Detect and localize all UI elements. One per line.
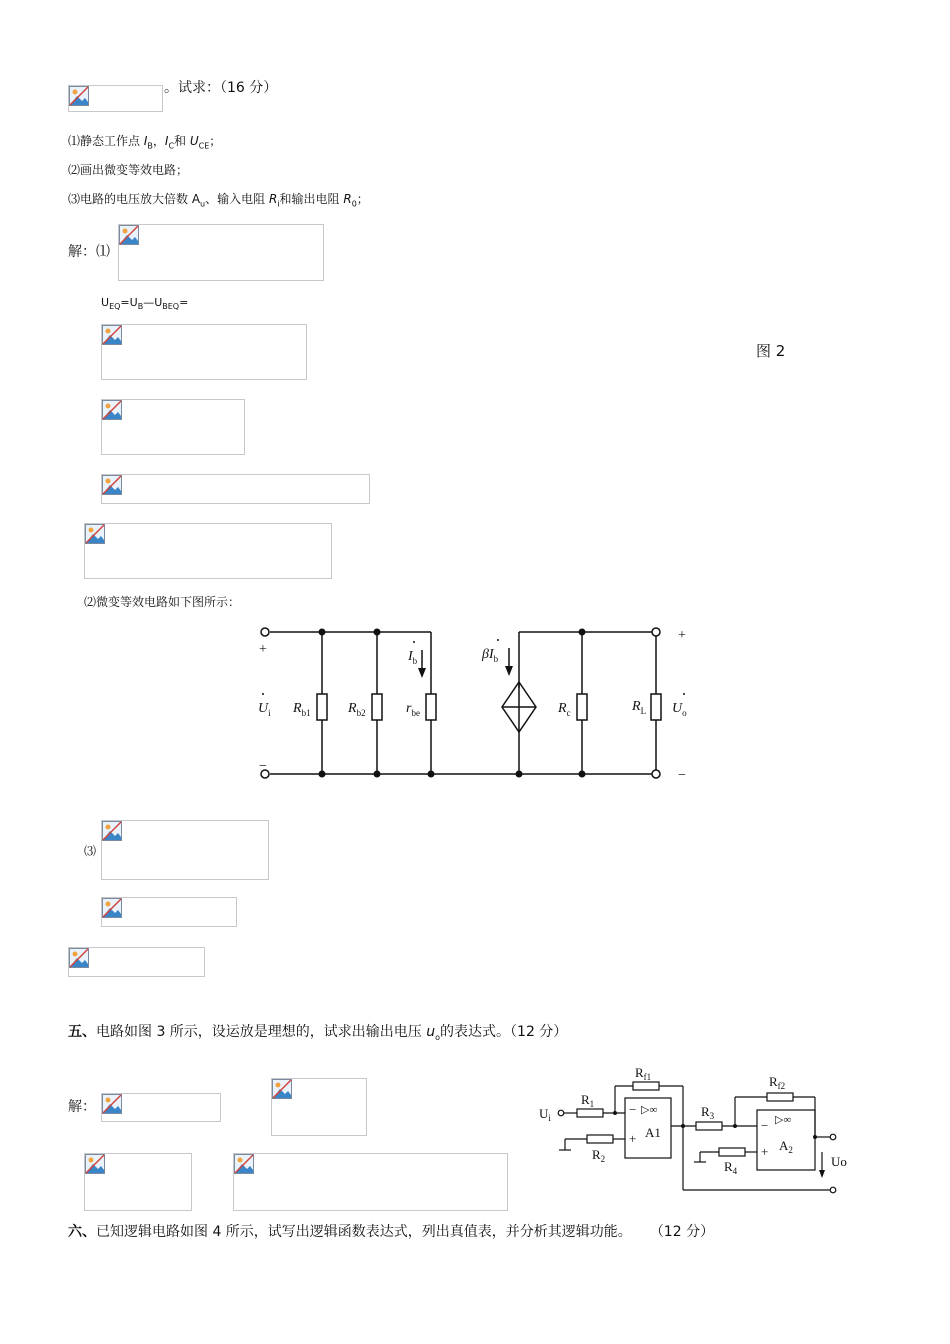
part2-label: ⑵微变等效电路如下图所示： (84, 595, 241, 609)
image-placeholder (84, 523, 332, 579)
label-a1: A1 (645, 1125, 661, 1140)
resistor-r3 (696, 1122, 722, 1130)
broken-image-icon (102, 475, 122, 495)
q4-solution-label: 解：⑴ (68, 244, 110, 260)
opamp-circuit-diagram (535, 1060, 855, 1200)
part3-label: ⑶ (84, 844, 97, 858)
label-minus1: − (629, 1102, 637, 1117)
image-placeholder (101, 324, 307, 380)
resistor-r4 (719, 1148, 745, 1156)
resistor-rbe (426, 694, 436, 720)
label-rb1: $R_{b1}$ (293, 701, 311, 718)
arrow-down-icon (819, 1170, 825, 1178)
broken-image-icon (102, 821, 122, 841)
ueq-formula: $U_{EQ}=U_B—U_{BEQ}=$ (101, 296, 189, 312)
label-inf2: ▷∞ (775, 1114, 792, 1126)
image-placeholder (84, 1153, 192, 1211)
q4-intro-suffix: 。试求：（16 分） (164, 80, 278, 96)
label-rbe: $r_{be}$ (406, 701, 420, 718)
label-r3: $R_3$ (701, 1104, 715, 1121)
resistor-rf1 (633, 1082, 659, 1090)
image-placeholder (68, 947, 205, 977)
q6-number: 六、 (68, 1224, 96, 1240)
label-inf1: ▷∞ (641, 1104, 658, 1116)
label-rl: $R_L$ (632, 699, 647, 716)
label-plus-left: + (259, 642, 267, 657)
broken-image-icon (69, 86, 89, 106)
broken-image-icon (119, 225, 139, 245)
resistor-rb1 (317, 694, 327, 720)
figure-2-label: 图 2 (756, 342, 786, 360)
label-ib: $I_b$ (408, 649, 418, 666)
broken-image-icon (85, 1154, 105, 1174)
label-uo: Uo (831, 1154, 847, 1169)
label-rb2: $R_{b2}$ (348, 701, 366, 718)
label-ui: $U_i$ (258, 701, 271, 718)
resistor-rc (577, 694, 587, 720)
q5-number: 五、 (68, 1024, 96, 1040)
label-uo: $U_o$ (672, 701, 687, 718)
resistor-rf2 (767, 1093, 793, 1101)
broken-image-icon (102, 400, 122, 420)
broken-image-icon (85, 524, 105, 544)
broken-image-icon (69, 948, 89, 968)
label-minus-left: − (259, 759, 267, 774)
resistor-rl (651, 694, 661, 720)
label-r4: $R_4$ (724, 1159, 738, 1176)
image-placeholder (233, 1153, 508, 1211)
label-a2: $A_2$ (779, 1138, 793, 1155)
resistor-rb2 (372, 694, 382, 720)
resistor-r1 (577, 1109, 603, 1117)
broken-image-icon (102, 325, 122, 345)
label-rf2: $R_{f2}$ (769, 1074, 786, 1091)
image-placeholder (101, 897, 237, 927)
label-plus1: + (629, 1131, 637, 1146)
label-minus2: − (761, 1118, 769, 1133)
resistor-r2 (587, 1135, 613, 1143)
label-ui: $U_i$ (539, 1106, 551, 1123)
label-plus-right: + (678, 628, 686, 643)
image-placeholder (101, 820, 269, 880)
broken-image-icon (234, 1154, 254, 1174)
equivalent-circuit-diagram (250, 618, 700, 788)
label-minus-right: − (678, 768, 686, 783)
label-beta-ib: $\beta I_b$ (482, 647, 499, 664)
arrow-down-icon (418, 668, 426, 678)
q4-item1: ⑴静态工作点 $I_B$，$I_C$和 $U_{CE}$； (68, 134, 222, 151)
arrow-down-icon (505, 666, 513, 676)
image-placeholder (68, 85, 163, 112)
q5-heading: 五、电路如图 3 所示，设运放是理想的，试求出输出电压 $u_o$的表达式。（12 分） (68, 1024, 568, 1042)
image-placeholder (101, 399, 245, 455)
label-plus2: + (761, 1144, 769, 1159)
label-r2: $R_2$ (592, 1147, 606, 1164)
label-rf1: $R_{f1}$ (635, 1065, 652, 1082)
label-rc: $R_c$ (558, 701, 571, 718)
image-placeholder (101, 1093, 221, 1122)
q4-item2: ⑵画出微变等效电路； (68, 163, 189, 177)
broken-image-icon (102, 1094, 122, 1114)
q4-item3: ⑶电路的电压放大倍数 $A_u$、输入电阻 $R_i$和输出电阻 $R_0$； (68, 192, 369, 209)
image-placeholder (118, 224, 324, 281)
q6-heading: 六、已知逻辑电路如图 4 所示，试写出逻辑函数表达式，列出真值表，并分析其逻辑功能。 （12 分） (68, 1224, 715, 1240)
label-r1: $R_1$ (581, 1092, 595, 1109)
image-placeholder (271, 1078, 367, 1136)
q5-solution-label: 解： (68, 1099, 96, 1115)
broken-image-icon (102, 898, 122, 918)
broken-image-icon (272, 1079, 292, 1099)
image-placeholder (101, 474, 370, 504)
